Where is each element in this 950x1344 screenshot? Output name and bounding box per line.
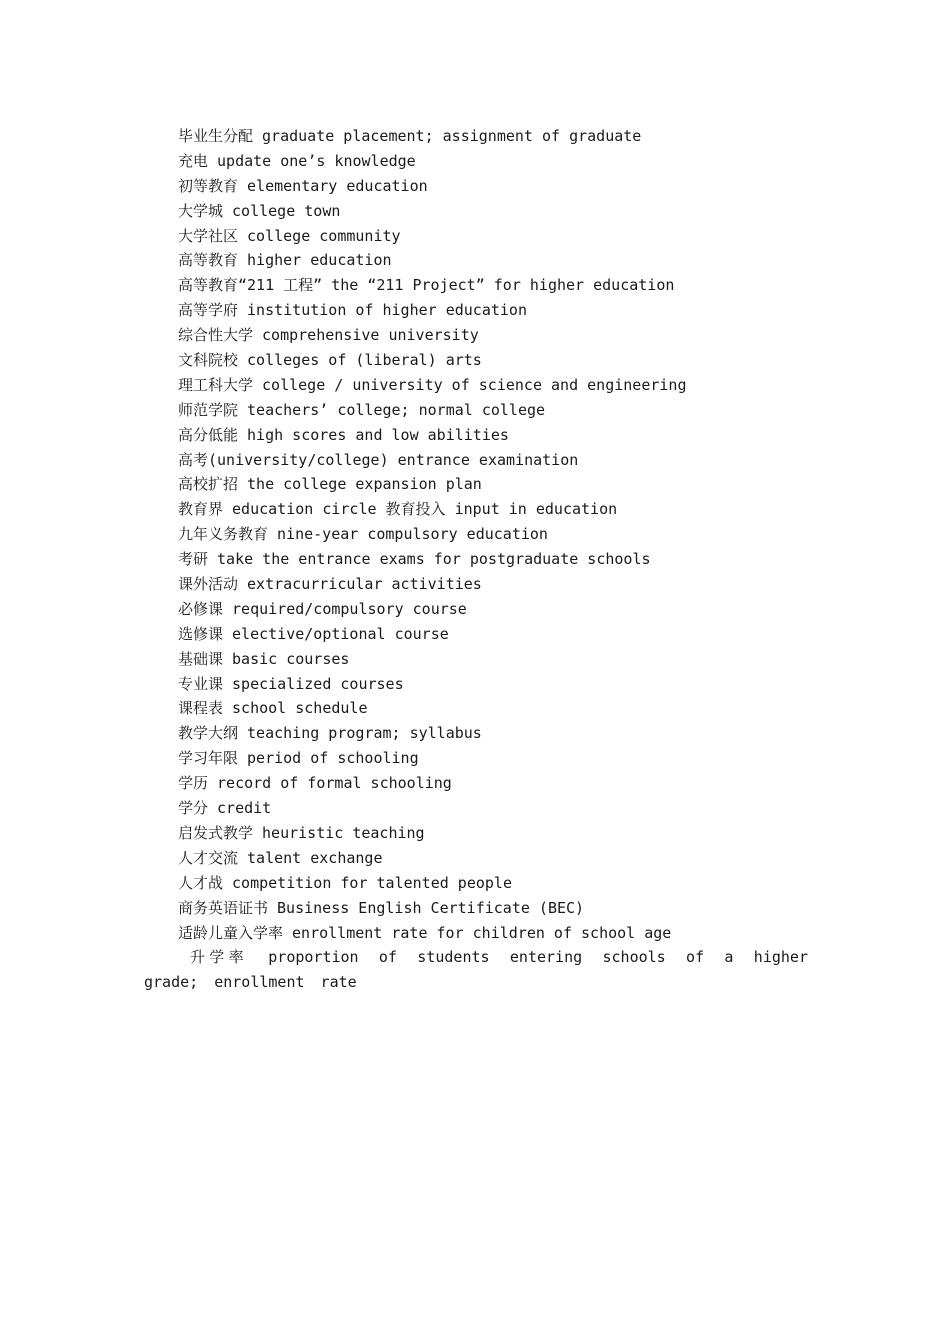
glossary-entry: 九年义务教育 nine-year compulsory education: [178, 525, 548, 544]
glossary-entry: 必修课 required/compulsory course: [178, 599, 467, 618]
glossary-entry: 人才交流 talent exchange: [178, 848, 383, 867]
glossary-entry: 启发式教学 heuristic teaching: [178, 823, 425, 842]
glossary-entry: 毕业生分配 graduate placement; assignment of graduate: [178, 127, 642, 145]
glossary-entry: 高考(university/college) entrance examination: [178, 450, 579, 469]
glossary-entry: 高等学府 institution of higher education: [178, 301, 527, 320]
glossary-entry: 学习年限 period of schooling: [178, 749, 419, 768]
glossary-entry: 大学城 college town: [178, 201, 341, 220]
glossary-entry: 适龄儿童入学率 enrollment rate for children of school age: [178, 923, 672, 942]
glossary-entry: 教育界 education circle 教育投入 input in education: [178, 500, 618, 519]
glossary-entry: 大学社区 college community: [178, 226, 401, 245]
glossary-entry: 高分低能 high scores and low abilities: [178, 425, 509, 444]
glossary-entry: 课程表 school schedule: [178, 699, 368, 718]
glossary-entry: 高等教育 higher education: [178, 251, 392, 270]
glossary-entry: 选修课 elective/optional course: [178, 624, 449, 643]
glossary-entry: 教学大纲 teaching program; syllabus: [178, 724, 482, 743]
glossary-entry: 专业课 specialized courses: [178, 674, 404, 693]
glossary-entry: 高校扩招 the college expansion plan: [178, 475, 482, 494]
glossary-entry: 学分 credit: [178, 799, 272, 818]
glossary-entry: 课外活动 extracurricular activities: [178, 575, 482, 594]
glossary-entry: 充电 update one’s knowledge: [178, 151, 416, 170]
glossary-list: [144, 124, 808, 995]
glossary-entry-wrapped: 升学率 proportion of students entering schools of a higher grade; enrollment rate: [144, 948, 808, 992]
glossary-entry: 学历 record of formal schooling: [178, 774, 452, 793]
glossary-entry: 基础课 basic courses: [178, 649, 350, 668]
glossary-entry: 理工科大学 college / university of science and engineering: [178, 375, 687, 394]
glossary-entry: 初等教育 elementary education: [178, 176, 428, 195]
glossary-entry: 商务英语证书 Business English Certificate (BEC): [178, 898, 585, 917]
glossary-entry: 文科院校 colleges of (liberal) arts: [178, 351, 482, 370]
glossary-entry: 高等教育“211 工程” the “211 Project” for higher education: [178, 276, 675, 295]
glossary-entry: 综合性大学 comprehensive university: [178, 326, 479, 345]
glossary-entry: 人才战 competition for talented people: [178, 873, 512, 892]
glossary-entry: 考研 take the entrance exams for postgraduate schools: [178, 550, 651, 569]
glossary-entry: 师范学院 teachers’ college; normal college: [178, 400, 546, 419]
